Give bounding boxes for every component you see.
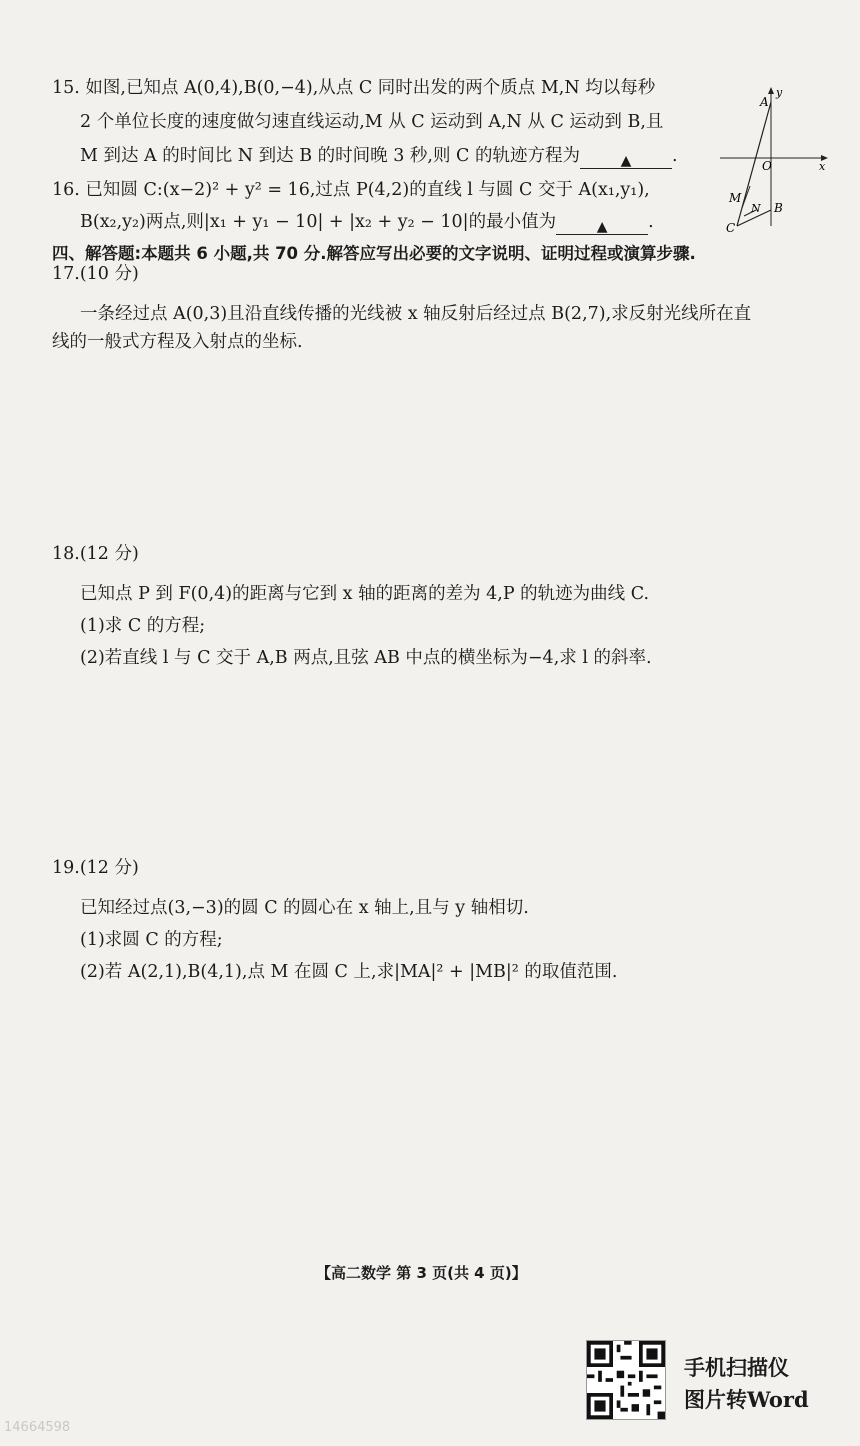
q17-line1: 一条经过点 A(0,3)且沿直线传播的光线被 x 轴反射后经过点 B(2,7),求反射光线所在直 (80, 304, 752, 324)
watermark-line2: 图片转Word (684, 1387, 809, 1412)
q19-line1: 已知经过点(3,−3)的圆 C 的圆心在 x 轴上,且与 y 轴相切. (80, 898, 529, 918)
q16-line1: 16. 已知圆 C:(x−2)² + y² = 16,过点 P(4,2)的直线 l 与圆 C 交于 A(x₁,y₁), (52, 180, 650, 200)
q15-line2: 2 个单位长度的速度做匀速直线运动,M 从 C 运动到 A,N 从 C 运动到 B,且 (80, 112, 664, 132)
coordinate-figure (720, 86, 830, 236)
qr-code (586, 1340, 666, 1420)
q17-line2: 线的一般式方程及入射点的坐标. (52, 332, 303, 352)
label-x: x (819, 160, 826, 173)
q16-blank-mark: ▲ (596, 219, 608, 235)
q15-line3 (80, 144, 678, 169)
q19-line2: (1)求圆 C 的方程; (80, 930, 223, 950)
q19-header: 19.(12 分) (52, 858, 139, 878)
label-A: A (760, 95, 769, 109)
q15-end: . (672, 146, 678, 166)
q18-header: 18.(12 分) (52, 544, 139, 564)
arrow-M (742, 186, 750, 208)
q18-line1: 已知点 P 到 F(0,4)的距离与它到 x 轴的距离的差为 4,P 的轨迹为曲线 C. (80, 584, 650, 604)
q16-line2 (80, 210, 654, 235)
q18-line2: (1)求 C 的方程; (80, 616, 206, 636)
q19-line3: (2)若 A(2,1),B(4,1),点 M 在圆 C 上,求|MA|² + |MB|² 的取值范围. (80, 962, 618, 982)
q15-answer-blank (580, 148, 672, 169)
q15-line3-text: M 到达 A 的时间比 N 到达 B 的时间晚 3 秒,则 C 的轨迹方程为 (80, 146, 581, 166)
page-footer: 【高二数学 第 3 页(共 4 页)】 (316, 1264, 527, 1282)
watermark-line1: 手机扫描仪 (684, 1355, 789, 1380)
label-y: y (776, 86, 783, 99)
label-N: N (751, 202, 761, 215)
q17-header: 17.(10 分) (52, 264, 139, 284)
label-B: B (774, 201, 783, 215)
label-O: O (762, 159, 772, 173)
q16-line2-text: B(x₂,y₂)两点,则|x₁ + y₁ − 10| + |x₂ + y₂ − 10|的最小值为 (80, 212, 557, 232)
section-heading: 四、解答题:本题共 6 小题,共 70 分.解答应写出必要的文字说明、证明过程或演算步骤. (52, 244, 696, 263)
document-id: 14664598 (4, 1420, 71, 1435)
q16-answer-blank (556, 214, 648, 235)
q18-line3: (2)若直线 l 与 C 交于 A,B 两点,且弦 AB 中点的横坐标为−4,求 l 的斜率. (80, 648, 652, 668)
q15-blank-mark: ▲ (620, 153, 632, 169)
q15-line1: 15. 如图,已知点 A(0,4),B(0,−4),从点 C 同时出发的两个质点 M,N 均以每秒 (52, 78, 656, 98)
label-M: M (729, 191, 742, 205)
label-C: C (726, 221, 736, 235)
q16-end: . (648, 212, 654, 232)
y-arrow (768, 87, 774, 94)
